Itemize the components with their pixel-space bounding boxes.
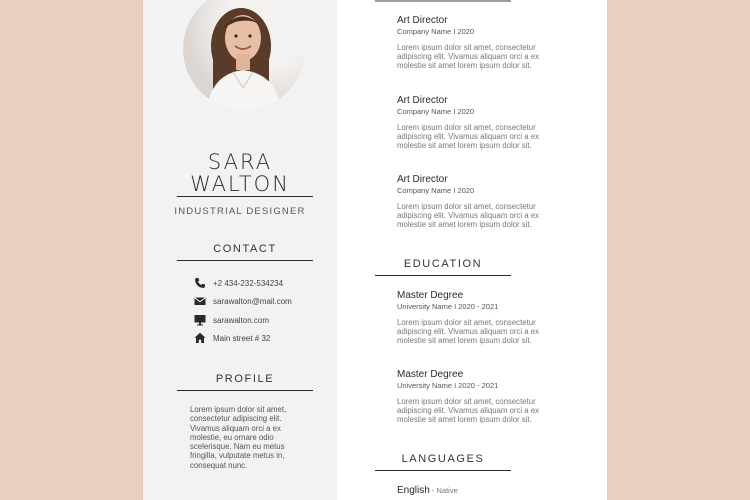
experience-description: Lorem ipsum dolor sit amet, consectetur adipiscing elit. Vivamus aliquam orci a ex molestie sit amet lorem ipsum dolor sit. bbox=[397, 43, 540, 70]
portrait-illustration bbox=[183, 0, 305, 110]
email-icon bbox=[193, 294, 207, 308]
contact-divider bbox=[177, 260, 313, 261]
education-degree: Master Degree bbox=[397, 369, 464, 380]
languages-divider bbox=[375, 470, 511, 471]
education-meta: University Name I 2020 - 2021 bbox=[397, 302, 499, 311]
profile-divider bbox=[177, 390, 313, 391]
language-name: English bbox=[397, 485, 430, 496]
contact-email bbox=[193, 294, 292, 308]
profile-photo bbox=[183, 0, 305, 110]
contact-heading: CONTACT bbox=[213, 243, 277, 255]
name-divider bbox=[177, 196, 313, 197]
experience-entry bbox=[397, 95, 567, 150]
experience-role: Art Director bbox=[397, 174, 448, 185]
experience-entry bbox=[397, 15, 567, 70]
contact-address-text: Main street # 32 bbox=[213, 333, 271, 343]
phone-icon bbox=[193, 276, 207, 290]
experience-entry bbox=[397, 174, 567, 229]
experience-divider bbox=[375, 0, 511, 2]
job-title: INDUSTRIAL DESIGNER bbox=[174, 206, 306, 217]
profile-text: Lorem ipsum dolor sit amet, consectetur adipiscing elit. Vivamus aliquam orci a ex molestie, eu ornare odio scelerisque. Nam eu metus fringilla, vulputate metus in, consequat nunc. bbox=[190, 405, 287, 470]
education-entry bbox=[397, 369, 567, 424]
languages-heading: LANGUAGES bbox=[401, 453, 485, 465]
education-heading: EDUCATION bbox=[403, 258, 483, 270]
contact-phone bbox=[193, 276, 283, 290]
contact-email-text: sarawalton@mail.com bbox=[213, 296, 292, 306]
resume-sidebar bbox=[143, 0, 337, 500]
resume-sheet bbox=[143, 0, 607, 500]
contact-website bbox=[193, 313, 269, 327]
education-degree: Master Degree bbox=[397, 290, 464, 301]
experience-meta: Company Name I 2020 bbox=[397, 27, 475, 36]
education-description: Lorem ipsum dolor sit amet, consectetur adipiscing elit. Vivamus aliquam orci a ex molestie sit amet lorem ipsum dolor sit. bbox=[397, 318, 540, 345]
first-name: SARA bbox=[207, 150, 273, 174]
experience-description: Lorem ipsum dolor sit amet, consectetur adipiscing elit. Vivamus aliquam orci a ex molestie sit amet lorem ipsum dolor sit. bbox=[397, 123, 540, 150]
last-name: WALTON bbox=[190, 172, 290, 196]
education-entry bbox=[397, 290, 567, 345]
experience-meta: Company Name I 2020 bbox=[397, 186, 475, 195]
education-meta: University Name I 2020 - 2021 bbox=[397, 381, 499, 390]
experience-meta: Company Name I 2020 bbox=[397, 107, 475, 116]
education-divider bbox=[375, 275, 511, 276]
language-item bbox=[397, 485, 458, 496]
resume-main bbox=[337, 0, 607, 500]
experience-description: Lorem ipsum dolor sit amet, consectetur adipiscing elit. Vivamus aliquam orci a ex molestie sit amet lorem ipsum dolor sit. bbox=[397, 202, 540, 229]
experience-role: Art Director bbox=[397, 15, 448, 26]
contact-phone-text: +2 434-232-534234 bbox=[213, 278, 284, 288]
contact-website-text: sarawalton.com bbox=[213, 315, 270, 325]
contact-address bbox=[193, 331, 270, 345]
home-icon bbox=[193, 331, 207, 345]
education-description: Lorem ipsum dolor sit amet, consectetur adipiscing elit. Vivamus aliquam orci a ex molestie sit amet lorem ipsum dolor sit. bbox=[397, 397, 540, 424]
language-level: - Native bbox=[429, 486, 458, 495]
profile-heading: PROFILE bbox=[215, 373, 275, 385]
experience-role: Art Director bbox=[397, 95, 448, 106]
website-icon bbox=[193, 313, 207, 327]
